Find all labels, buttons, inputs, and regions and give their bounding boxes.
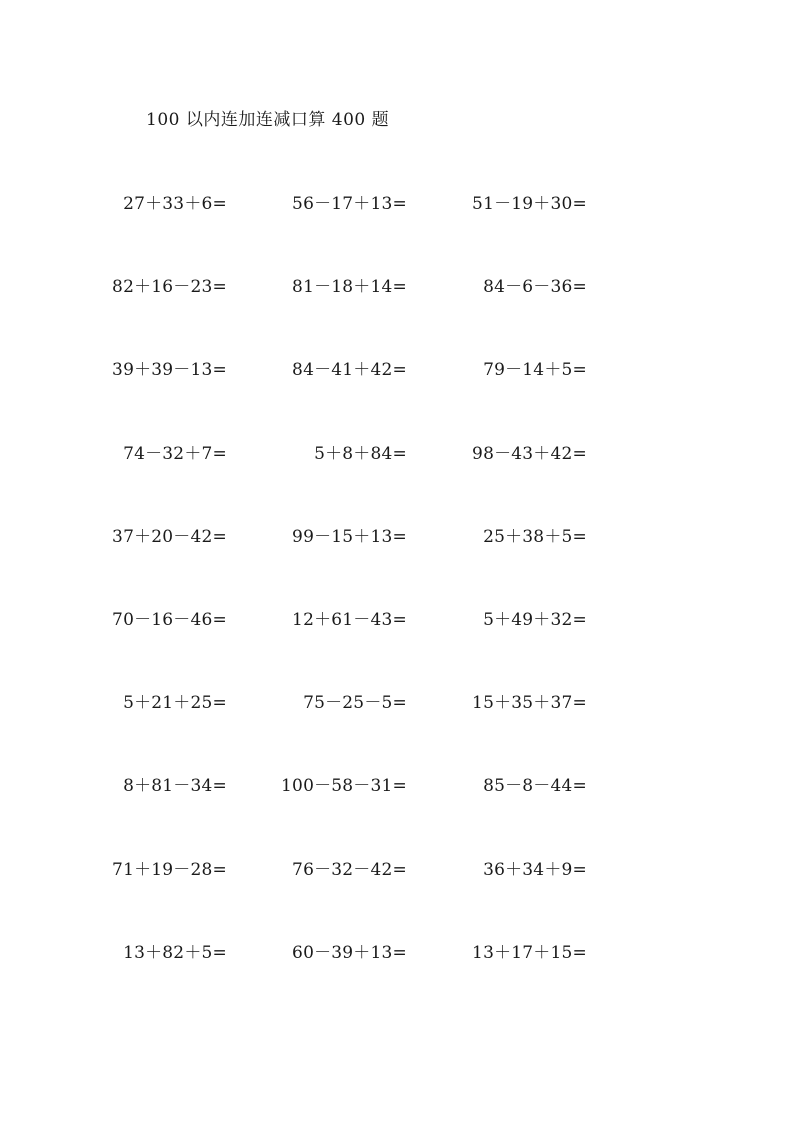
problem: 13＋17＋15= xyxy=(472,942,587,963)
problem: 75－25－5= xyxy=(303,693,407,714)
problem: 25＋38＋5= xyxy=(483,526,587,547)
problem-row xyxy=(100,938,600,1021)
problem: 100－58－31= xyxy=(281,776,407,797)
problem: 5＋49＋32= xyxy=(483,609,587,630)
page-title: 100 以内连加连减口算 400 题 xyxy=(146,110,390,130)
problem-row xyxy=(100,522,600,605)
problem: 5＋21＋25= xyxy=(123,693,227,714)
problem-row xyxy=(100,688,600,771)
problem-grid xyxy=(100,189,600,1021)
problem-row xyxy=(100,439,600,522)
problem-row xyxy=(100,272,600,355)
problem-row xyxy=(100,605,600,688)
problem: 27＋33＋6= xyxy=(123,194,227,214)
problem: 99－15＋13= xyxy=(292,526,407,547)
problem: 85－8－44= xyxy=(483,776,587,797)
problem: 56－17＋13= xyxy=(292,194,407,214)
problem: 76－32－42= xyxy=(292,859,407,880)
problem: 82＋16－23= xyxy=(112,277,227,298)
problem: 98－43＋42= xyxy=(472,443,587,464)
problem-row xyxy=(100,355,600,438)
problem: 60－39＋13= xyxy=(292,942,407,963)
problem: 15＋35＋37= xyxy=(472,693,587,714)
problem: 84－41＋42= xyxy=(292,360,407,381)
problem: 81－18＋14= xyxy=(292,277,407,298)
problem-row xyxy=(100,189,600,272)
problem: 13＋82＋5= xyxy=(123,942,227,963)
problem: 74－32＋7= xyxy=(123,443,227,464)
problem: 79－14＋5= xyxy=(483,360,587,381)
problem: 12＋61－43= xyxy=(292,609,407,630)
problem: 37＋20－42= xyxy=(112,526,227,547)
problem: 5＋8＋84= xyxy=(314,443,407,464)
problem: 51－19＋30= xyxy=(472,194,587,214)
problem: 39＋39－13= xyxy=(112,360,227,381)
problem: 70－16－46= xyxy=(112,609,227,630)
problem: 8＋81－34= xyxy=(123,776,227,797)
problem: 84－6－36= xyxy=(483,277,587,298)
problem-row xyxy=(100,771,600,854)
problem: 71＋19－28= xyxy=(112,859,227,880)
problem: 36＋34＋9= xyxy=(483,859,587,880)
problem-row xyxy=(100,855,600,938)
